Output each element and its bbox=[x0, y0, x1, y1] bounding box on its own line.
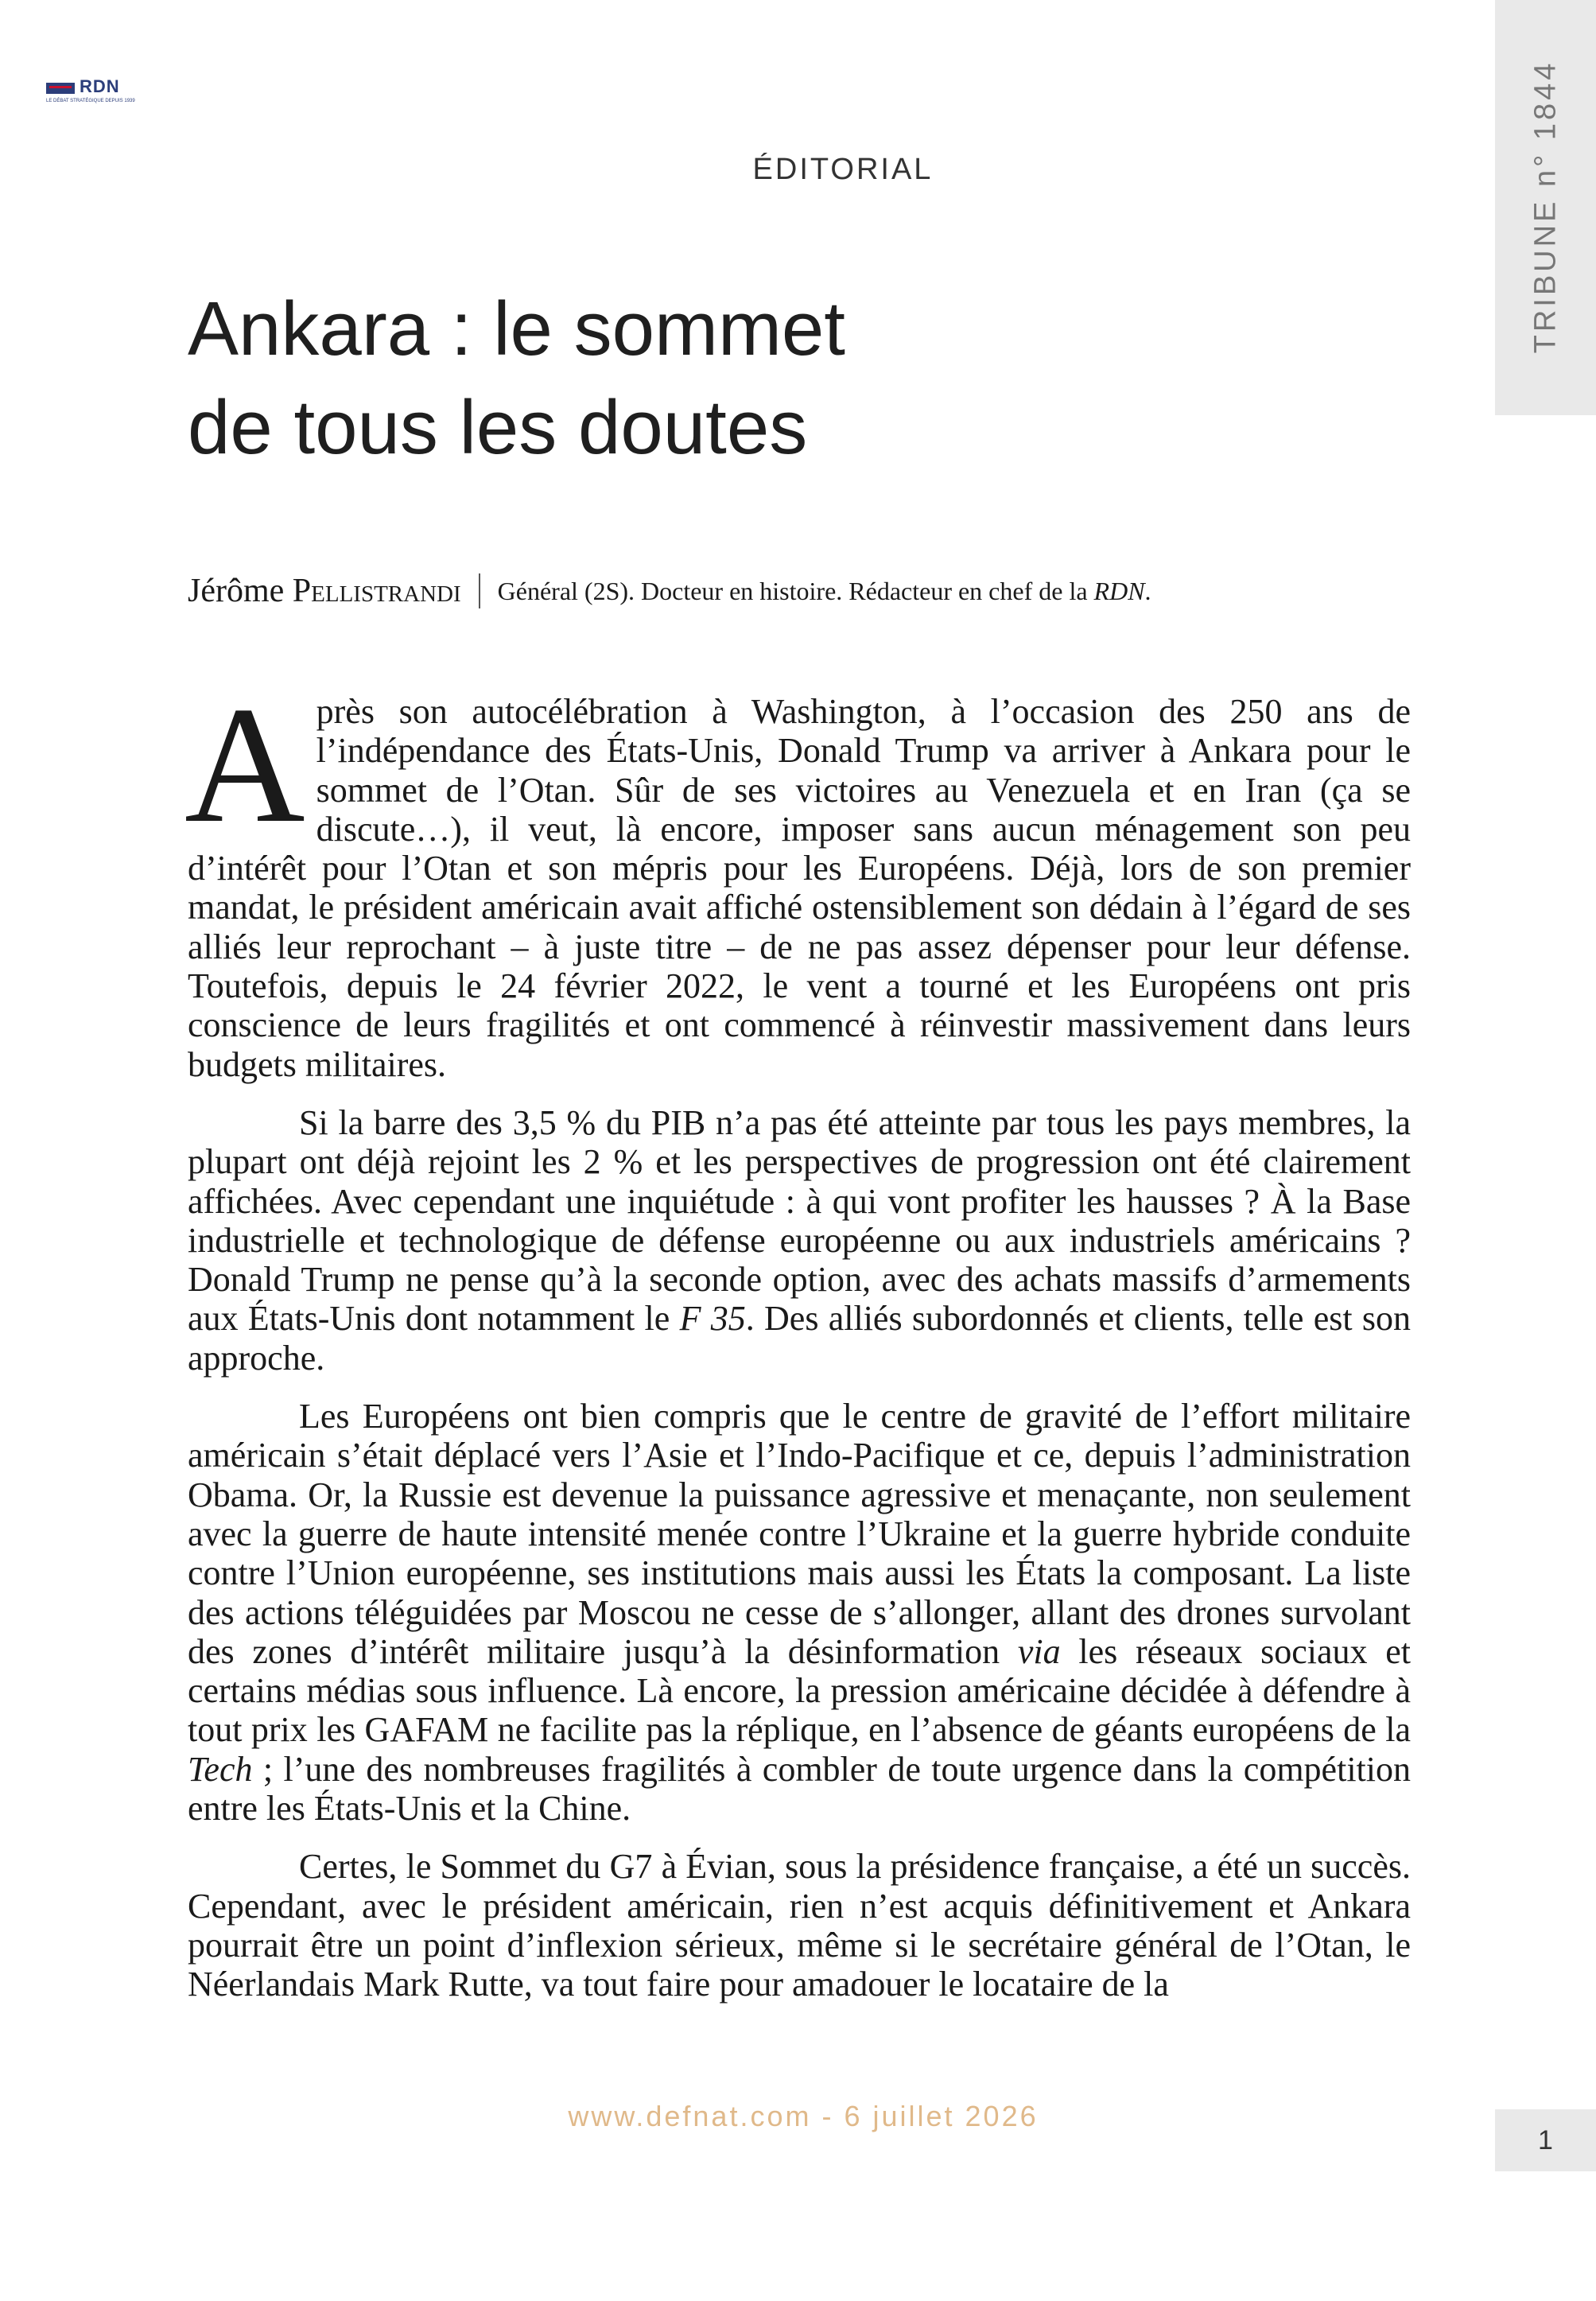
byline-divider bbox=[479, 573, 480, 608]
tribune-side-tab bbox=[1495, 0, 1596, 415]
author-role-end: . bbox=[1144, 576, 1151, 605]
byline bbox=[188, 571, 1151, 611]
logo-emblem-icon bbox=[46, 83, 75, 94]
paragraph-3-text-c: ; l’une des nombreuses fragilités à combler de toute urgence dans la compétition entre les États-Unis et la Chine. bbox=[188, 1749, 1411, 1829]
section-label: ÉDITORIAL bbox=[752, 153, 934, 186]
paragraph-3-text-a: Les Européens ont bien compris que le centre de gravité de l’effort militaire américain s’était déplacé vers l’Asie et l’Indo-Pacifique et ce, depuis l’administration Obama. Or, la Russie est devenue la puissance agressive et menaçante, non seulement avec la guerre de haute intensité menée contre l’Ukraine et la guerre hybride conduite contre l’Union européenne, ses institutions mais aussi les États la composant. La liste des actions téléguidées par Moscou ne cesse de s’allonger, allant des drones survolant des zones d’intérêt militaire jusqu’à la désinformation bbox=[188, 1397, 1411, 1671]
paragraph-3-text-b: les réseaux sociaux et certains médias sous influence. Là encore, la pression américaine décidée à défendre à tout prix les GAFAM ne facilite pas la réplique, en l’absence de géants européens de la bbox=[188, 1631, 1411, 1750]
paragraph-1-text: près son autocélébration à Washington, à l’occasion des 250 ans de l’indépendance des États-Unis, Donald Trump va arriver à Ankara pour le sommet de l’Otan. Sûr de ses victoires au Venezuela et en Iran (ça se discute…), il veut, là encore, imposer sans aucun ménagement son peu d’intérêt pour l’Otan et son mépris pour les Européens. Déjà, lors de son premier mandat, le président américain avait affiché ostensiblement son dédain à l’égard de ses alliés leur reprochant – à juste titre – de ne pas assez dépenser pour leur défense. Toutefois, depuis le 24 février 2022, le vent a tourné et les Européens ont pris conscience de leurs fragilités et ont commencé à réinvestir massivement dans leurs budgets militaires. bbox=[188, 692, 1411, 1084]
paragraph-3-emphasis-1: via bbox=[1017, 1631, 1061, 1671]
logo-tagline: LE DÉBAT STRATÉGIQUE DEPUIS 1939 bbox=[46, 99, 135, 103]
title-line-2: de tous les doutes bbox=[188, 385, 808, 470]
paragraph-2-text-b: . Des alliés subordonnés et clients, telle est son approche. bbox=[188, 1299, 1411, 1378]
article-body bbox=[184, 673, 1411, 2023]
logo-text: RDN bbox=[80, 76, 120, 96]
paragraph-2 bbox=[188, 1103, 1411, 1378]
tribune-number: TRIBUNE n° 1844 bbox=[1528, 60, 1562, 354]
author-last-name: Pellistrandi bbox=[292, 573, 461, 609]
author-role-emphasis: RDN bbox=[1093, 576, 1145, 605]
drop-cap: A bbox=[184, 673, 305, 857]
paragraph-4-text: Certes, le Sommet du G7 à Évian, sous la présidence française, a été un succès. Cependant, avec le président américain, rien n’est acquis définitivement et Ankara pourrait être un point d’inflexion sérieux, même si le secrétaire général de l’Otan, le Néerlandais Mark Rutte, va tout faire pour amadouer le locataire de la bbox=[188, 1847, 1411, 2004]
author-role-text: Général (2S). Docteur en histoire. Rédacteur en chef de la bbox=[497, 576, 1094, 605]
paragraph-2-emphasis: F 35 bbox=[679, 1299, 746, 1339]
footer-url-date: www.defnat.com - 6 juillet 2026 bbox=[568, 2100, 1039, 2132]
paragraph-3-emphasis-2: Tech bbox=[188, 1749, 253, 1789]
author-role bbox=[498, 577, 1151, 606]
paragraph-3 bbox=[188, 1397, 1411, 1828]
author-first-name: Jérôme bbox=[188, 573, 285, 609]
paragraph-1 bbox=[184, 673, 1411, 1084]
author-name bbox=[188, 572, 461, 610]
paragraph-2-text-a: Si la barre des 3,5 % du PIB n’a pas été atteinte par tous les pays membres, la plupart ont déjà rejoint les 2 % et les perspectives de progression ont été clairement affichées. Avec cependant une inquiétude : à qui vont profiter les hausses ? À la Base industrielle et technologique de défense européenne ou aux industriels américains ? Donald Trump ne pense qu’à la seconde option, avec des achats massifs d’armements aux États-Unis dont notamment le bbox=[188, 1102, 1411, 1339]
title-line-1: Ankara : le sommet bbox=[188, 286, 845, 371]
paragraph-4 bbox=[188, 1847, 1411, 2004]
rdn-logo bbox=[46, 76, 148, 103]
article-title bbox=[188, 280, 1221, 477]
page-number: 1 bbox=[1495, 2109, 1596, 2171]
